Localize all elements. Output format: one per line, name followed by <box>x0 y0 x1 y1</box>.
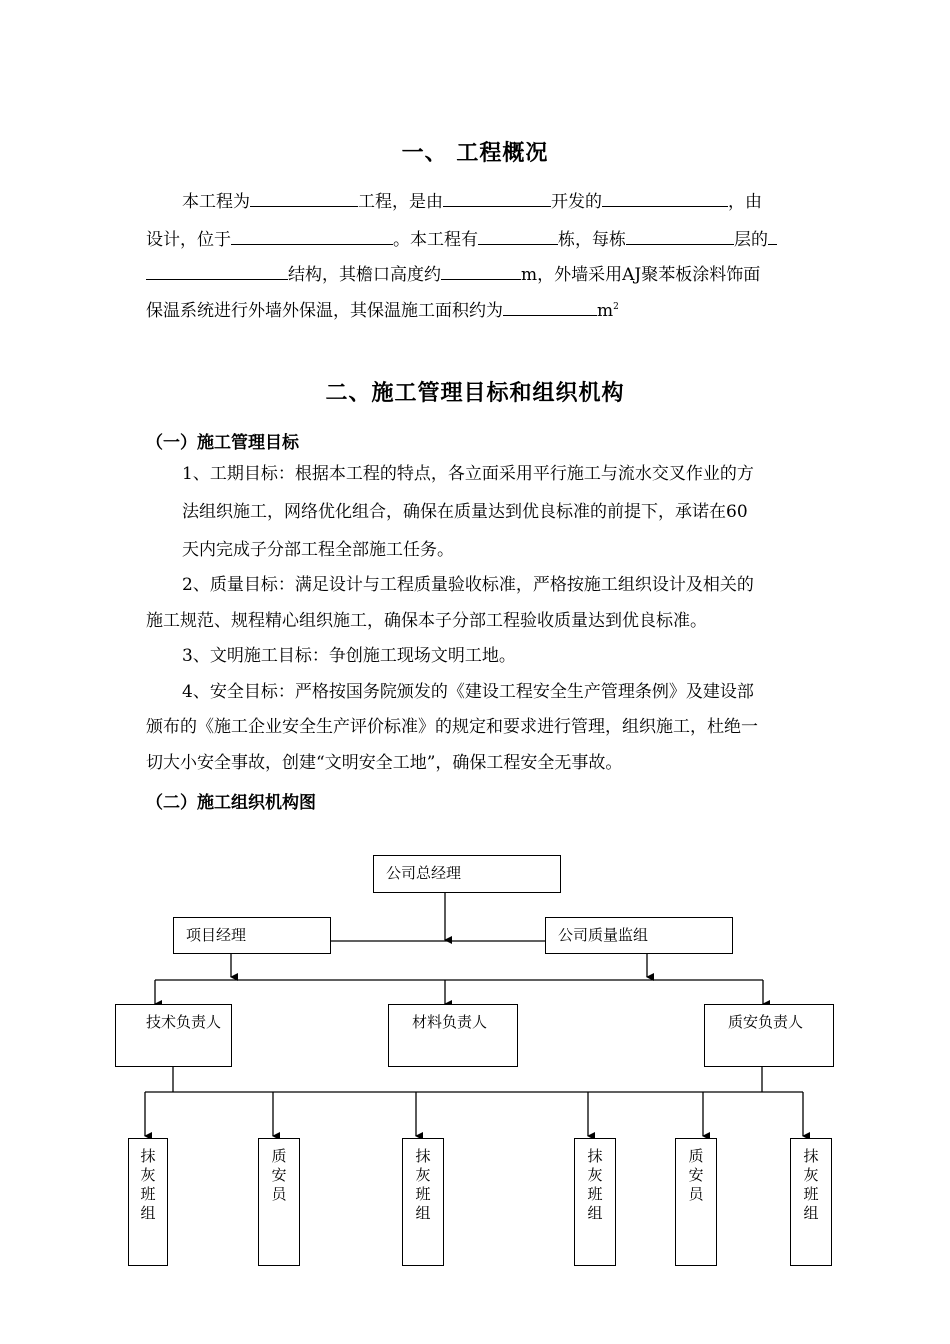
goal3-line-1: 3、文明施工目标：争创施工现场文明工地。 <box>182 646 516 666</box>
goal4-line-3: 切大小安全事故，创建“文明安全工地”，确保工程安全无事故。 <box>146 753 623 773</box>
org-box-quality-supervision: 公司质量监组 <box>545 917 733 954</box>
org-box-general-manager: 公司总经理 <box>373 855 561 893</box>
org-leaf-plaster-team-1: 抹 灰 班 组 <box>128 1138 168 1266</box>
goal1-line-1: 1、工期目标：根据本工程的特点，各立面采用平行施工与流水交叉作业的方 <box>182 464 754 484</box>
goal4-line-1: 4、安全目标：严格按国务院颁发的《建设工程安全生产管理条例》及建设部 <box>182 682 754 702</box>
goal2-line-1: 2、质量目标：满足设计与工程质量验收标准，严格按施工组织设计及相关的 <box>182 575 754 595</box>
org-leaf-safety-officer-2: 质 安 员 <box>675 1138 717 1266</box>
org-leaf-safety-officer-1: 质 安 员 <box>258 1138 300 1266</box>
org-leaf-plaster-team-3: 抹 灰 班 组 <box>574 1138 616 1266</box>
org-leaf-plaster-team-4: 抹 灰 班 组 <box>790 1138 832 1266</box>
overview-line-4: 保温系统进行外墙外保温，其保温施工面积约为 $m^2$ <box>146 297 619 323</box>
org-leaf-plaster-team-2: 抹 灰 班 组 <box>402 1138 444 1266</box>
org-box-project-manager: 项目经理 <box>173 917 331 954</box>
section1-title: 一、 工程概况 <box>401 141 549 166</box>
goal1-line-2: 法组织施工，网络优化组合，确保在质量达到优良标准的前提下，承诺在60 <box>182 502 748 522</box>
overview-line-2: 设计，位于 。本工程有 栋，每栋 层的 <box>146 226 777 252</box>
overview-line-3: 结构，其檐口高度约 m，外墙采用AJ聚苯板涂料饰面 <box>146 261 760 287</box>
org-box-safety-lead: 质安负责人 <box>704 1004 834 1067</box>
section2-title: 二、施工管理目标和组织机构 <box>325 381 625 406</box>
overview-line-1: 本工程为 工程，是由 开发的 ，由 <box>182 188 762 214</box>
org-box-technical-lead: 技术负责人 <box>115 1004 232 1067</box>
subheading-org-chart: （二）施工组织机构图 <box>146 793 316 813</box>
org-box-materials-lead: 材料负责人 <box>388 1004 518 1067</box>
goal1-line-3: 天内完成子分部工程全部施工任务。 <box>182 540 454 560</box>
goal4-line-2: 颁布的《施工企业安全生产评价标准》的规定和要求进行管理，组织施工，杜绝一 <box>146 717 758 737</box>
goal2-line-2: 施工规范、规程精心组织施工，确保本子分部工程验收质量达到优良标准。 <box>146 611 707 631</box>
subheading-goals: （一）施工管理目标 <box>146 433 299 453</box>
